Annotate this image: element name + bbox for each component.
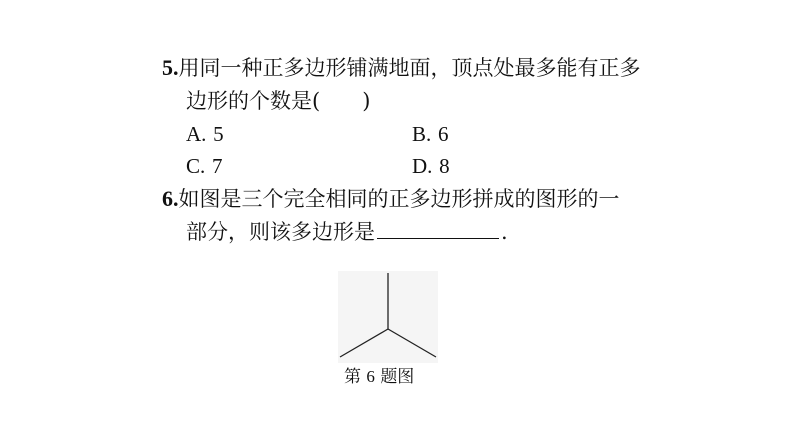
caption-number: 6 bbox=[366, 367, 375, 386]
caption-prefix: 第 bbox=[344, 367, 361, 387]
q6-text-line2-prefix: 部分，则该多边形是 bbox=[186, 220, 375, 244]
option-a-value: 5 bbox=[213, 122, 224, 146]
q5-option-c[interactable] bbox=[186, 153, 222, 179]
q5-text-line2: 边形的个数是( ) bbox=[186, 89, 371, 113]
option-a-letter: A. bbox=[186, 122, 207, 146]
q5-number: 5. bbox=[162, 55, 179, 80]
figure-caption bbox=[344, 366, 414, 388]
caption-suffix: 题图 bbox=[380, 367, 415, 387]
q6-text-line1: 如图是三个完全相同的正多边形拼成的图形的一 bbox=[178, 187, 620, 211]
q6-text-line2-suffix: . bbox=[501, 220, 508, 244]
option-d-letter: D. bbox=[412, 154, 433, 178]
q6-line1 bbox=[162, 186, 620, 212]
option-b-value: 6 bbox=[437, 122, 449, 146]
q6-number: 6. bbox=[162, 186, 179, 211]
option-b-letter: B. bbox=[412, 122, 432, 146]
q5-text-line1: 用同一种正多边形铺满地面，顶点处最多能有正多 bbox=[178, 56, 641, 80]
q5-option-d[interactable] bbox=[412, 153, 450, 179]
q5-line2 bbox=[186, 88, 370, 114]
tiling-vertex-diagram bbox=[338, 271, 438, 363]
option-c-value: 7 bbox=[211, 154, 223, 178]
q5-option-a[interactable] bbox=[186, 121, 224, 147]
q6-figure bbox=[338, 271, 438, 363]
option-d-value: 8 bbox=[439, 154, 450, 178]
q5-option-b[interactable] bbox=[412, 121, 448, 147]
option-c-letter: C. bbox=[186, 154, 206, 178]
q6-line2 bbox=[186, 219, 508, 245]
q6-answer-blank[interactable] bbox=[377, 220, 499, 239]
q5-line1 bbox=[162, 55, 641, 81]
